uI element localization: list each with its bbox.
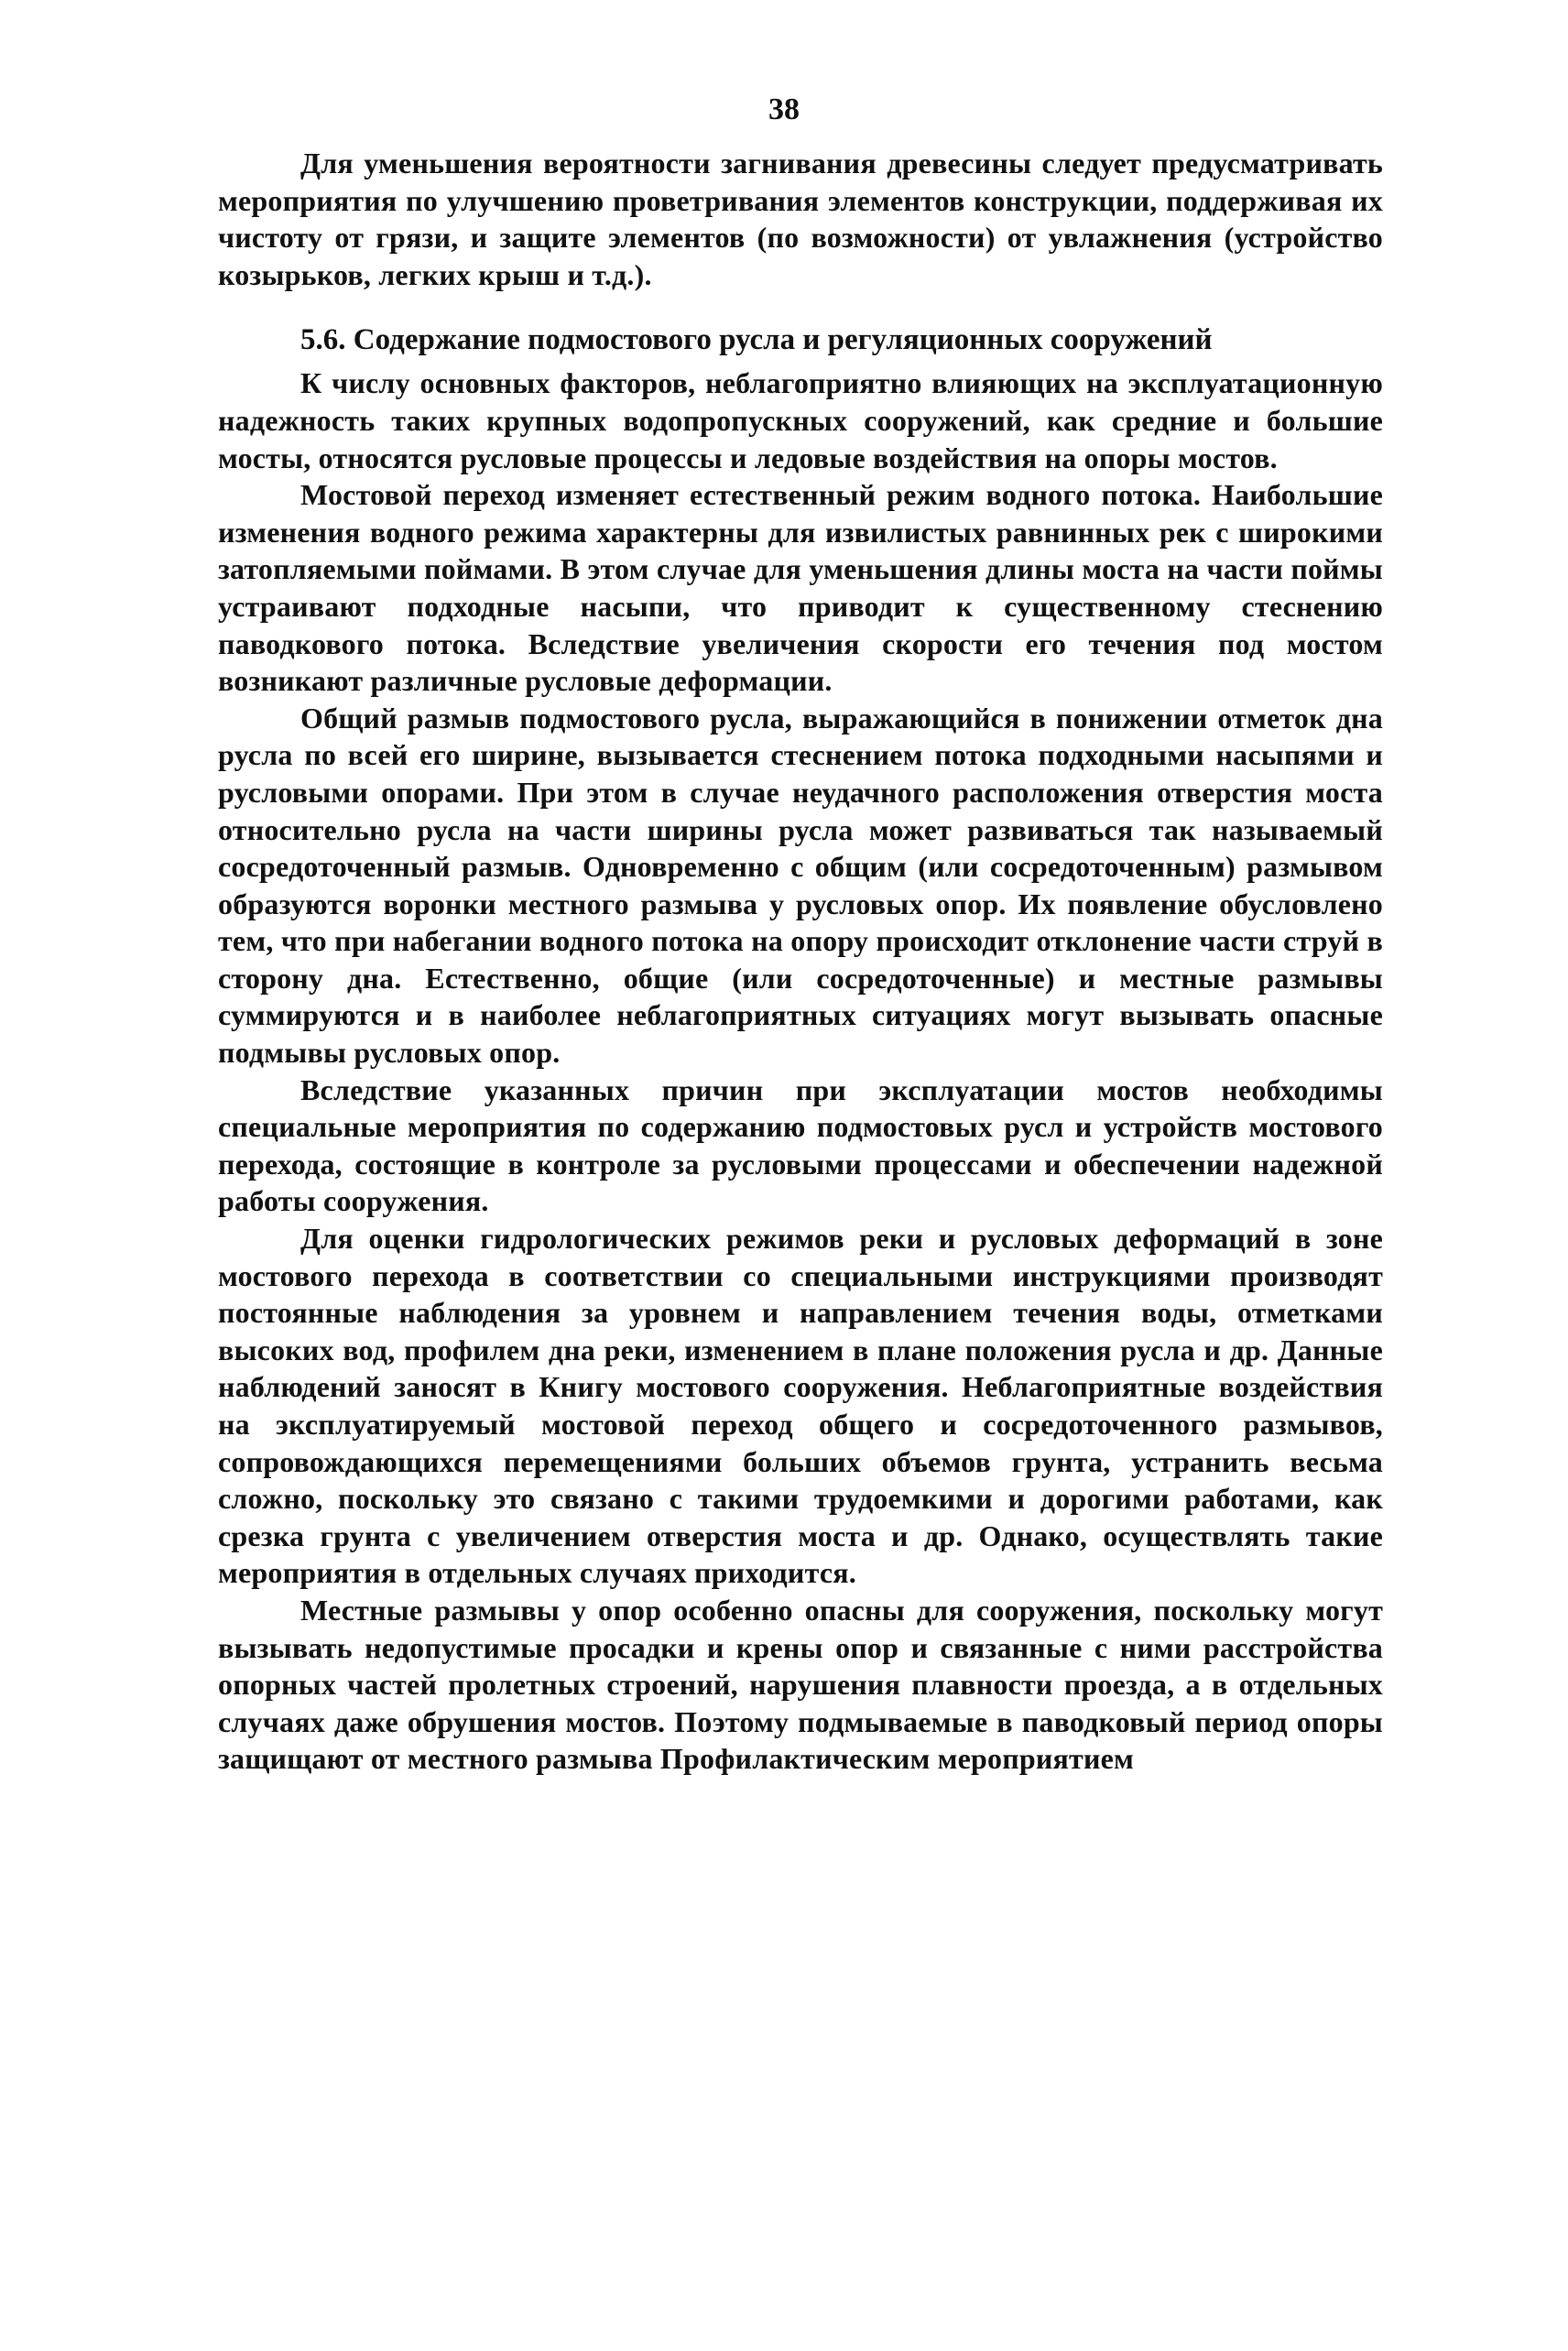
paragraph: Для оценки гидрологических режимов реки и русловых деформаций в зоне мостового перехода в соответствии со специальными инструкциями производят постоянные наблюдения за уровнем и направлением течения воды, отметками высоких вод, профилем дна реки, изменением в плане положения русла и др. Данные наблюдений заносят в Книгу мостового сооружения. Неблагоприятные воздействия на эксплуатируемый мостовой переход общего и сосредоточенного размывов, сопровождающихся перемещениями больших объемов грунта, устранить весьма сложно, поскольку это связано с такими трудоемкими и дорогими работами, как срезка грунта с увеличением отверстия моста и др. Однако, осуществлять такие мероприятия в отдельных случаях приходится. [218,1222,1383,1590]
paragraph-intro: Для уменьшения вероятности загнивания древесины следует предусматривать мероприятия по улучшению проветривания элементов конструкции, поддерживая их чистоту от грязи, и защите элементов (по возможности) от увлажнения (устройство козырьков, легких крыш и т.д.). [218,147,1383,291]
paragraph: Вследствие указанных причин при эксплуатации мостов необходимы специальные мероприятия по содержанию подмостовых русл и устройств мостового перехода, состоящие в контроле за русловыми процессами и обеспечении надежной работы сооружения. [218,1072,1383,1218]
page-body [218,145,1383,1778]
page-number: 38 [768,93,800,126]
paragraph: К числу основных факторов, неблагоприятно влияющих на эксплуатационную надежность таких крупных водопропускных сооружений, как средние и большие мосты, относятся русловые процессы и ледовые воздействия на опоры мостов. [218,366,1383,474]
section-heading: 5.6. Содержание подмостового русла и регуляционных сооружений [300,323,1213,357]
paragraph: Мостовой переход изменяет естественный режим водного потока. Наибольшие изменения водного режима характерны для извилистых равнинных рек с широкими затопляемыми поймами. В этом случае для уменьшения длины моста на части поймы устраивают подходные насыпи, что приводит к существенному стеснению паводкового потока. Вследствие увеличения скорости его течения под мостом возникают различные русловые деформации. [218,478,1383,698]
paragraph: Местные размывы у опор особенно опасны для сооружения, поскольку могут вызывать недопустимые просадки и крены опор и связанные с ними расстройства опорных частей пролетных строений, нарушения плавности проезда, а в отдельных случаях даже обрушения мостов. Поэтому подмываемые в паводковый период опоры защищают от местного размыва Профилактическим мероприятием [218,1593,1383,1776]
paragraph: Общий размыв подмостового русла, выражающийся в понижении отметок дна русла по всей его ширине, вызывается стеснением потока подходными насыпями и русловыми опорами. При этом в случае неудачного расположения отверстия моста относительно русла на части ширины русла может развиваться так называемый сосредоточенный размыв. Одновременно с общим (или сосредоточенным) размывом образуются воронки местного размыва у русловых опор. Их появление обусловлено тем, что при набегании водного потока на опору происходит отклонение части струй в сторону дна. Естественно, общие (или сосредоточенные) и местные размывы суммируются и в наиболее неблагоприятных ситуациях могут вызывать опасные подмывы русловых опор. [218,701,1383,1070]
